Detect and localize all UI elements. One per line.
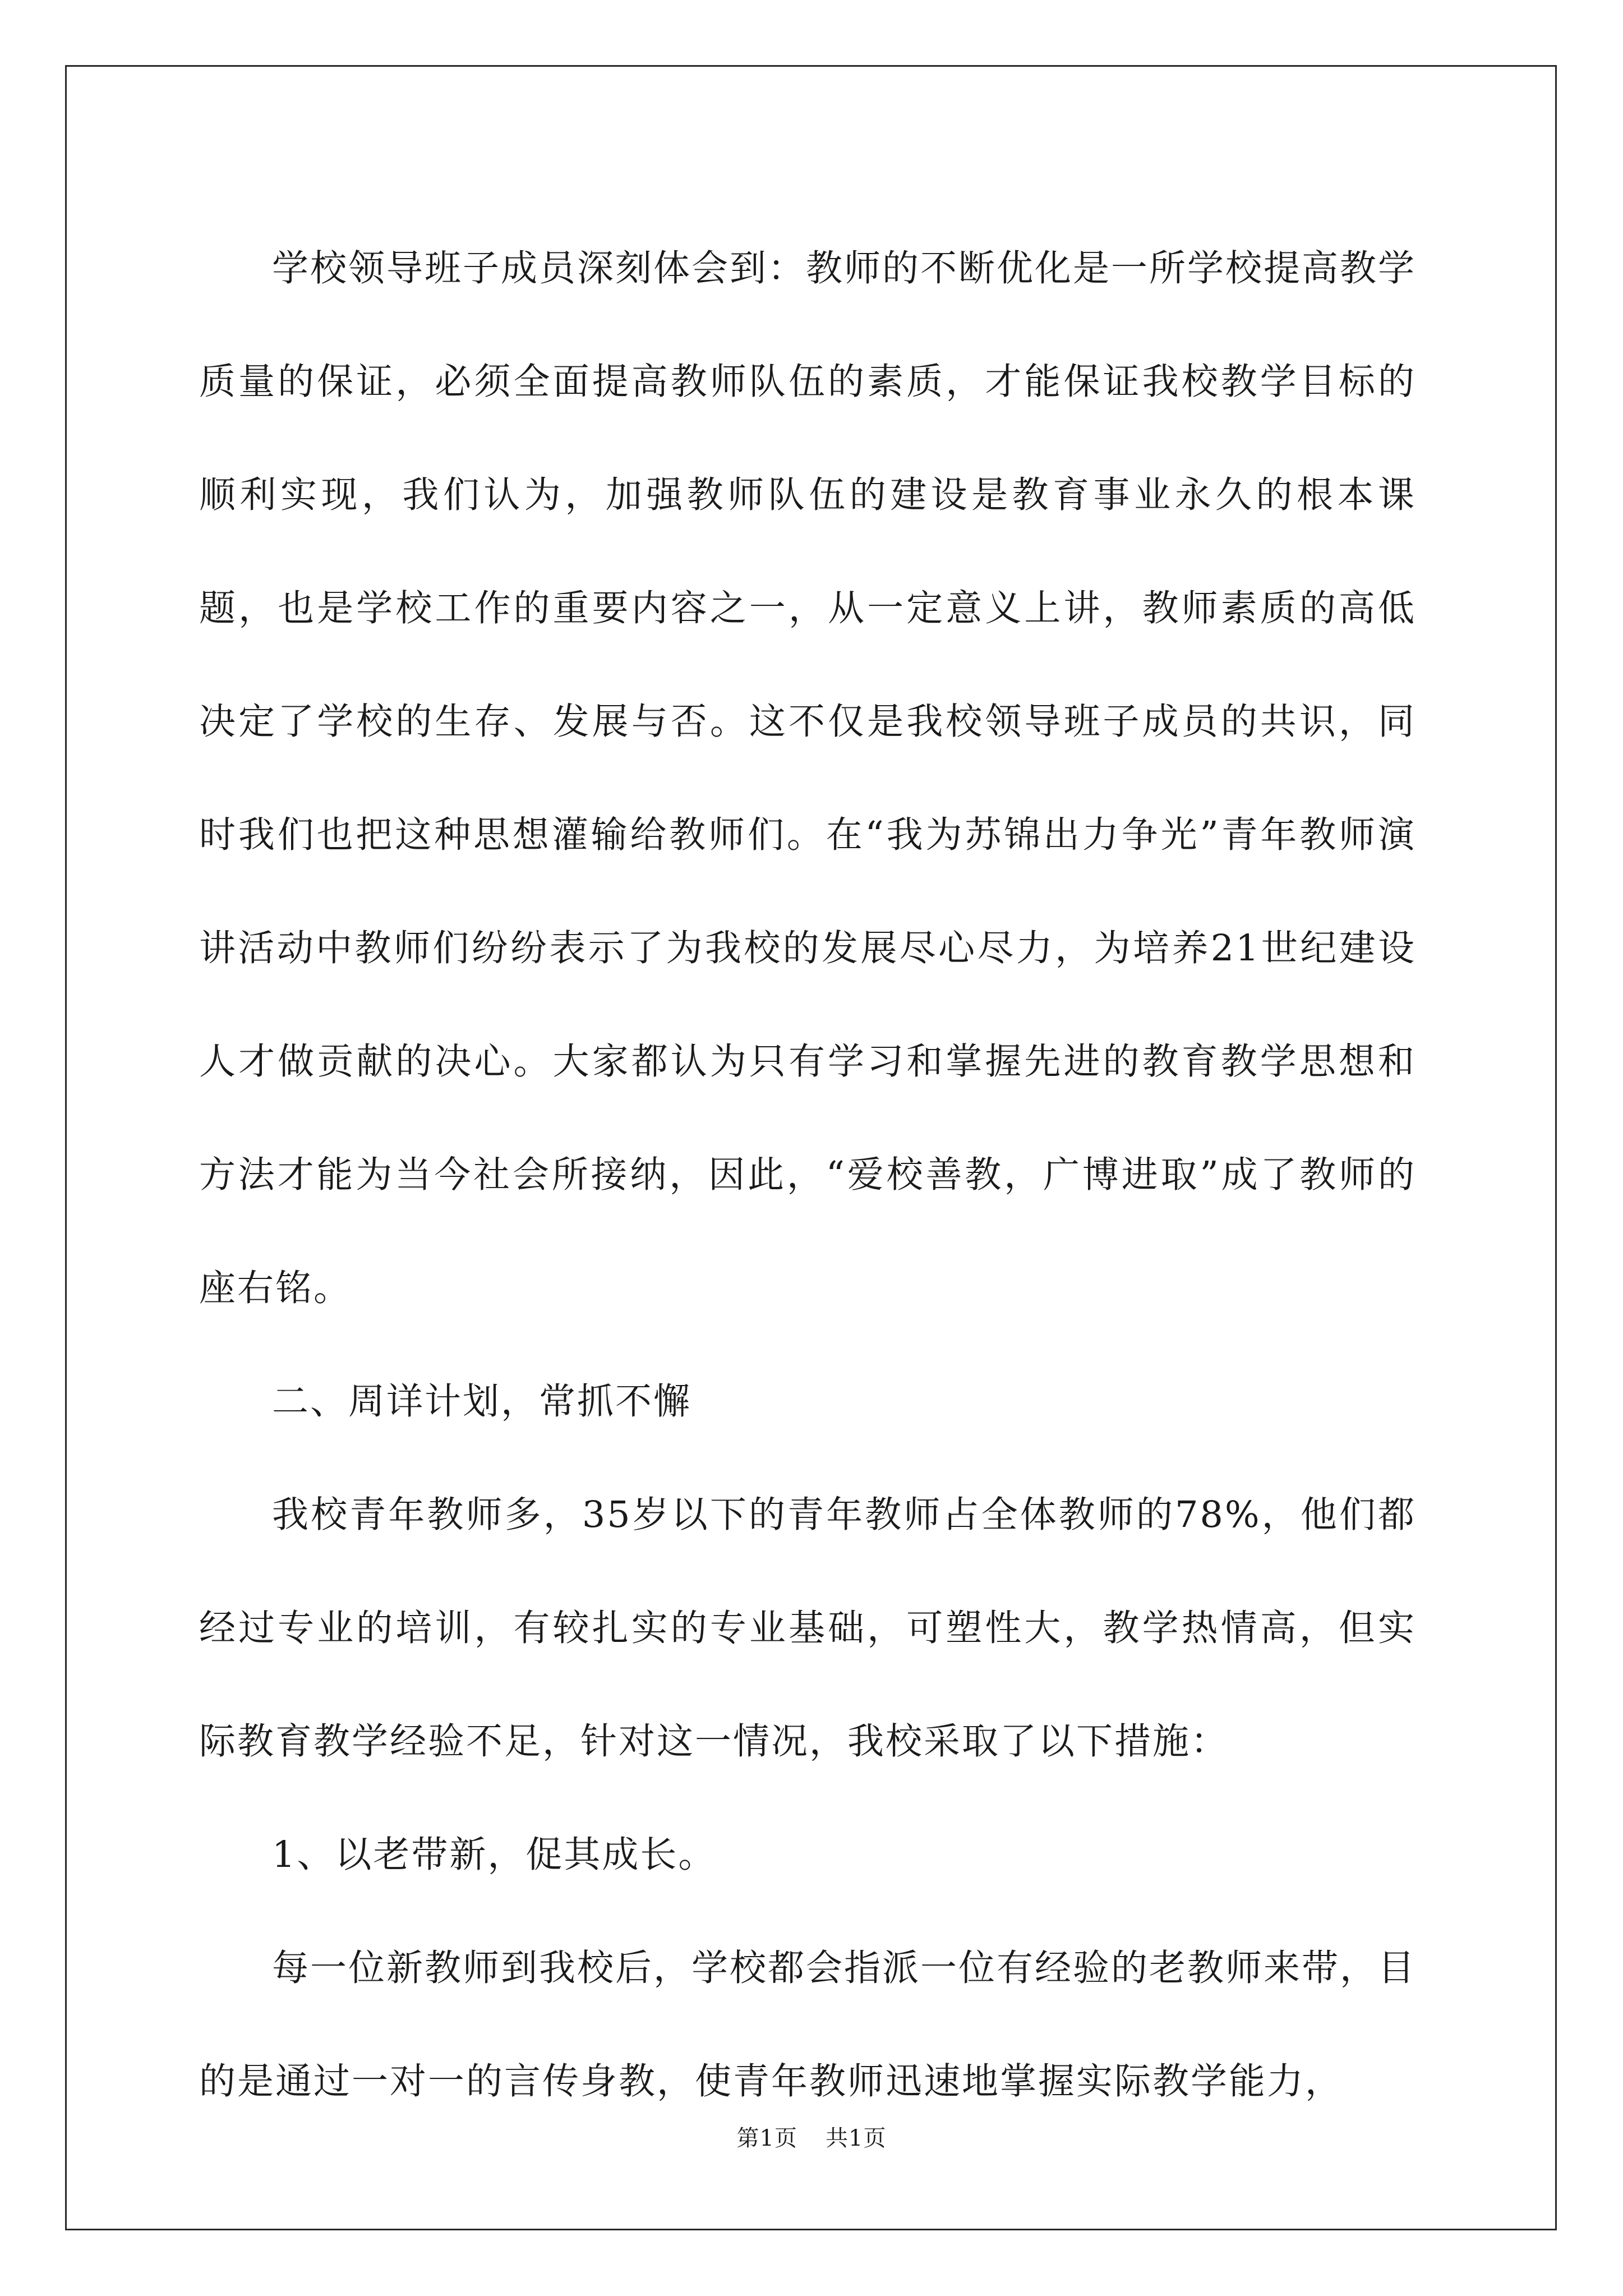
page-footer (0, 2120, 1623, 2152)
document-body (199, 212, 1416, 2138)
page-total: 共1页 (826, 2125, 887, 2151)
paragraph-young-teachers: 我校青年教师多，35岁以下的青年教师占全体教师的78%，他们都经过专业的培训，有较扎实的专业基础，可塑性大，教学热情高，但实际教育教学经验不足，针对这一情况，我校采取了以下措施： (199, 1494, 1416, 1763)
subsection-heading: 1、以老带新，促其成长。 (272, 1834, 717, 1876)
paragraph-mentoring: 每一位新教师到我校后，学校都会指派一位有经验的老教师来带，目的是通过一对一的言传身教，使青年教师迅速地掌握实际教学能力， (199, 1947, 1417, 2102)
section-heading: 二、周详计划，常抓不懈 (272, 1381, 692, 1423)
paragraph-intro: 学校领导班子成员深刻体会到：教师的不断优化是一所学校提高教学质量的保证，必须全面提高教师队伍的素质，才能保证我校教学目标的顺利实现，我们认为，加强教师队伍的建设是教育事业永久的根本课题，也是学校工作的重要内容之一，从一定意义上讲，教师素质的高低决定了学校的生存、发展与否。这不仅是我校领导班子成员的共识，同时我们也把这种思想灌输给教师们。在“我为苏锦出力争光”青年教师演讲活动中教师们纷纷表示了为我校的发展尽心尽力，为培养21世纪建设人才做贡献的决心。大家都认为只有学习和掌握先进的教育教学思想和方法才能为当今社会所接纳，因此，“爱校善教，广博进取”成了教师的座右铭。 (199, 247, 1417, 1309)
page-number: 第1页 (736, 2125, 797, 2151)
